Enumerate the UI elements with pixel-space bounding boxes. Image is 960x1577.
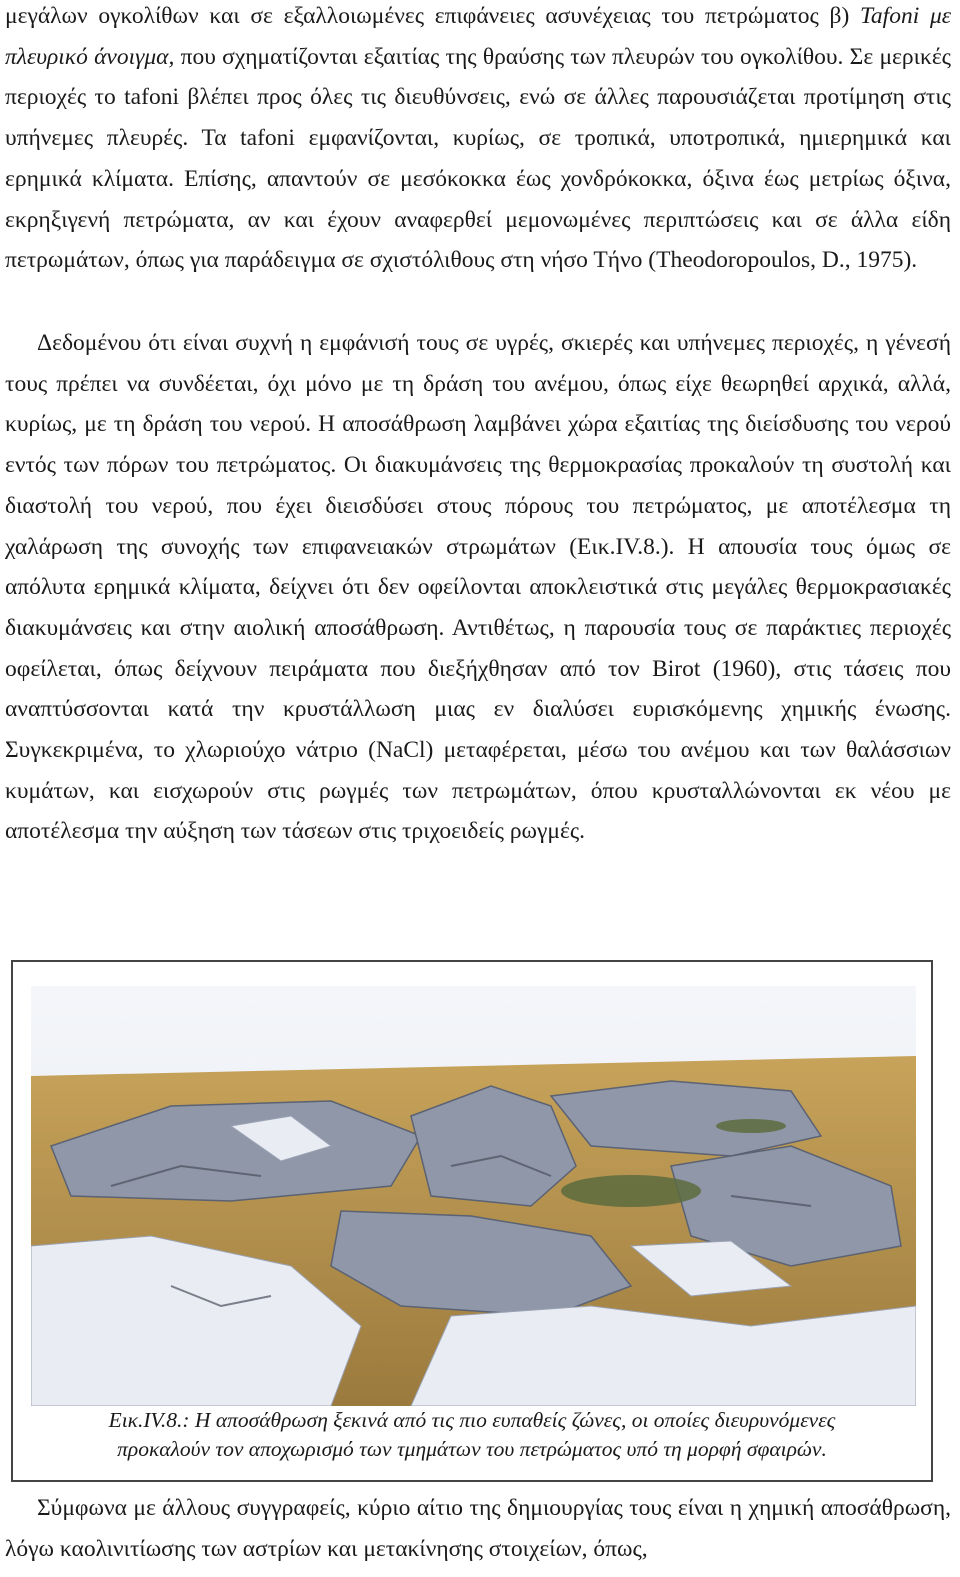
weathered-rocks-photo — [31, 986, 916, 1406]
caption-line-2: προκαλούν τον αποχωρισμό των τμημάτων του πετρώματος υπό τη μορφή σφαιρών. — [117, 1437, 827, 1461]
paragraph-body: που σχηματίζονται εξαιτίας της θραύσης των πλευρών του ογκολίθου. Σε μερικές περιοχές το tafoni βλέπει προς όλες τις διευθύνσεις, ενώ σε άλλες παρουσιάζεται προτίμηση στις υπήνεμες πλευρές. Τα tafoni εμφανίζονται, κυρίως, σε τροπικά, υποτροπικά, ημιερημικά και ερημικά κλίματα. Επίσης, απαντούν σε μεσόκοκκα έως χονδρόκοκκα, όξινα έως μετρίως όξινα, εκρηξιγενή πετρώματα, αν και έχουν αναφερθεί μεμονωμένες περιπτώσεις και σε άλλα είδη πετρωμάτων, όπως για παράδειγμα σε σχιστόλιθους στη νήσο Τήνο (Theodoropoulos, D., 1975). — [5, 43, 951, 274]
paragraph-tafoni-description — [5, 0, 951, 281]
caption-line-1: Εικ.IV.8.: Η αποσάθρωση ξεκινά από τις πιο ευπαθείς ζώνες, οι οποίες διευρυνόμενες — [108, 1408, 836, 1432]
paragraph-genesis: Δεδομένου ότι είναι συχνή η εμφάνισή τους σε υγρές, σκιερές και υπήνεμες περιοχές, η γένεσή τους πρέπει να συνδέεται, όχι μόνο με τη δράση του ανέμου, όπως είχε θεωρηθεί αρχικά, αλλά, κυρίως, με τη δράση του νερού. Η αποσάθρωση λαμβάνει χώρα εξαιτίας της διείσδυσης του νερού εντός των πόρων του πετρώματος. Οι διακυμάνσεις της θερμοκρασίας προκαλούν τη συστολή και διαστολή του νερού, που έχει διεισδύσει στους πόρους του πετρώματος, με αποτέλεσμα τη χαλάρωση της συνοχής των επιφανειακών στρωμάτων (Εικ.IV.8.). Η απουσία τους όμως σε απόλυτα ερημικά κλίματα, δείχνει ότι δεν οφείλονται αποκλειστικά στις μεγάλες θερμοκρασιακές διακυμάνσεις και στην αιολική αποσάθρωση. Αντιθέτως, η παρουσία τους σε παράκτιες περιοχές οφείλεται, όπως δείχνουν πειράματα που διεξήχθησαν από τον Birot (1960), στις τάσεις που αναπτύσσονται κατά την κρυστάλλωση μιας εν διαλύσει ευρισκόμενης χημικής ένωσης. Συγκεκριμένα, το χλωριούχο νάτριο (NaCl) μεταφέρεται, μέσω του ανέμου και των θαλάσσιων κυμάτων, και εισχωρούν στις ρωγμές των πετρωμάτων, όπου κρυσταλλώνονται εκ νέου με αποτέλεσμα την αύξηση των τάσεων στις τριχοειδείς ρωγμές. — [5, 330, 951, 845]
photo-illustration — [31, 986, 916, 1406]
paragraph-chemical-weathering: Σύμφωνα με άλλους συγγραφείς, κύριο αίτιο της δημιουργίας τους είναι η χημική αποσάθρωση, λόγω καολινιτίωσης των αστρίων και μετακίνησης στοιχείων, όπως, — [5, 1495, 951, 1562]
figure-box — [11, 960, 933, 1482]
paragraph-line-1: μεγάλων ογκολίθων και σε εξαλλοιωμένες επιφάνειες ασυνέχειας του πετρώματος β) — [5, 3, 850, 29]
figure-caption — [13, 1406, 931, 1464]
italic-term: Tafoni με πλευρικό άνοιγμα, — [5, 3, 952, 70]
